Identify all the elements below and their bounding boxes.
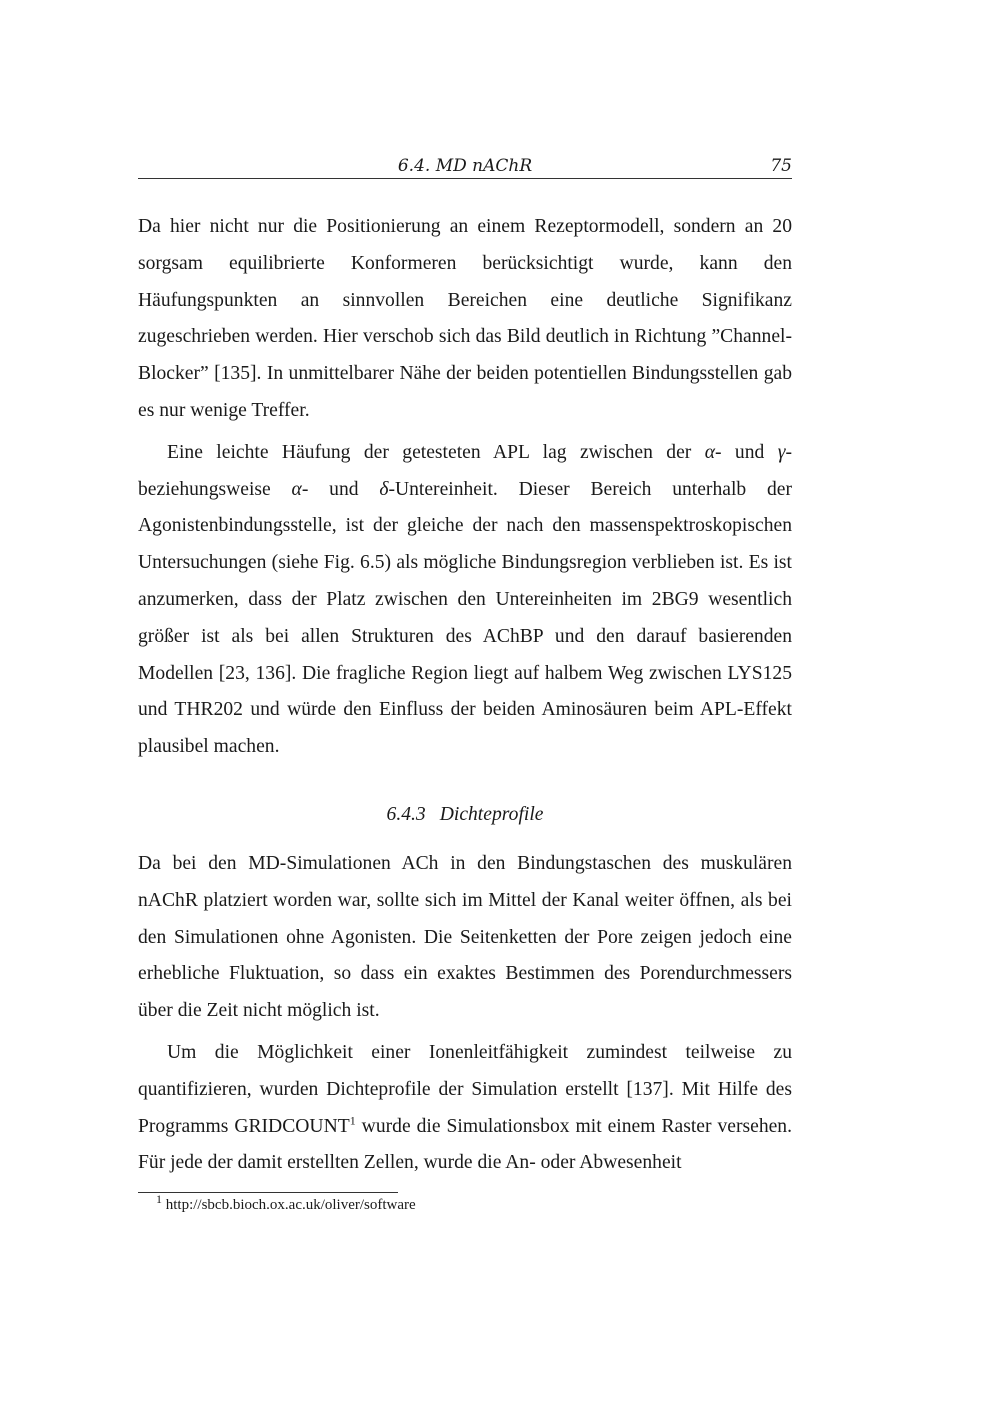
paragraph-2-text-b: - und <box>715 441 778 463</box>
footnote <box>138 1192 792 1214</box>
paragraph-4-text-a: Um die Möglichkeit einer Ionenleitfähigkeit zumindest teilweise zu quantifizieren, wurden Dichteprofile der Simulation erstellt [137]. Mit Hilfe des Programms GRIDCOUNT <box>138 1041 792 1137</box>
paragraph-1: Da hier nicht nur die Positionierung an einem Rezeptormodell, sondern an 20 sorgsam equilibrierte Konformeren berücksichtigt wurde, kann den Häufungspunkten an sinnvollen Bereichen eine deutliche Signifikanz zugeschrieben werden. Hier verschob sich das Bild deutlich in Richtung ”Channel-Blocker” [135]. In unmittelbarer Nähe der beiden potentiellen Bindungsstellen gab es nur wenige Treffer. <box>138 216 792 421</box>
section-title: 6.4. MD nAChR <box>397 156 533 176</box>
running-header <box>138 150 792 179</box>
subsection-number: 6.4.3 <box>386 803 426 825</box>
alpha-symbol: α <box>704 441 715 463</box>
alpha-symbol-2: α <box>291 478 302 500</box>
footnote-divider <box>138 1192 398 1193</box>
paragraph-3: Da bei den MD-Simulationen ACh in den Bindungstaschen des muskulären nAChR platziert worden war, sollte sich im Mittel der Kanal weiter öffnen, als bei den Simulationen ohne Agonisten. Die Seitenketten der Pore zeigen jedoch eine erhebliche Fluktuation, so dass ein exaktes Bestimmen des Porendurchmessers über die Zeit nicht möglich ist. <box>138 852 792 1022</box>
subsection-title: Dichteprofile <box>439 803 544 825</box>
paragraph-4-text-b: wurde die Simulationsbox mit einem Raster versehen. Für jede der damit erstellten Zellen, wurde die An- oder Abwesenheit <box>138 1115 793 1174</box>
subsection-heading <box>138 804 792 826</box>
footnote-marker: 1 <box>156 1192 162 1207</box>
footnote-link[interactable]: http://sbcb.bioch.ox.ac.uk/oliver/software <box>162 1197 416 1214</box>
paragraph-2-text-d: - und <box>301 478 380 500</box>
page <box>138 150 792 1214</box>
paragraph-2-text-c: -beziehungsweise <box>138 441 792 500</box>
paragraph-2-text-e: -Untereinheit. Dieser Bereich unterhalb der Agonistenbindungsstelle, ist der gleiche der nach den massenspektroskopischen Untersuchungen (siehe Fig. 6.5) als mögliche Bindungsregion verblieben ist. Es ist anzumerken, dass der Platz zwischen den Untereinheiten im 2BG9 wesentlich größer ist als bei allen Strukturen des AChBP und den darauf basierenden Modellen [23, 136]. Die fragliche Region liegt auf halbem Weg zwischen LYS125 und THR202 und würde den Einfluss der beiden Aminosäuren beim APL-Effekt plausibel machen. <box>138 478 792 758</box>
paragraph-2-text-a: Eine leichte Häufung der getesteten APL lag zwischen der <box>167 441 705 463</box>
footnote-ref: 1 <box>349 1113 356 1127</box>
gamma-symbol: γ <box>777 441 786 463</box>
paragraph-2 <box>138 435 792 766</box>
page-number: 75 <box>770 156 792 176</box>
paragraph-4 <box>138 1035 792 1182</box>
delta-symbol: δ <box>379 478 389 500</box>
